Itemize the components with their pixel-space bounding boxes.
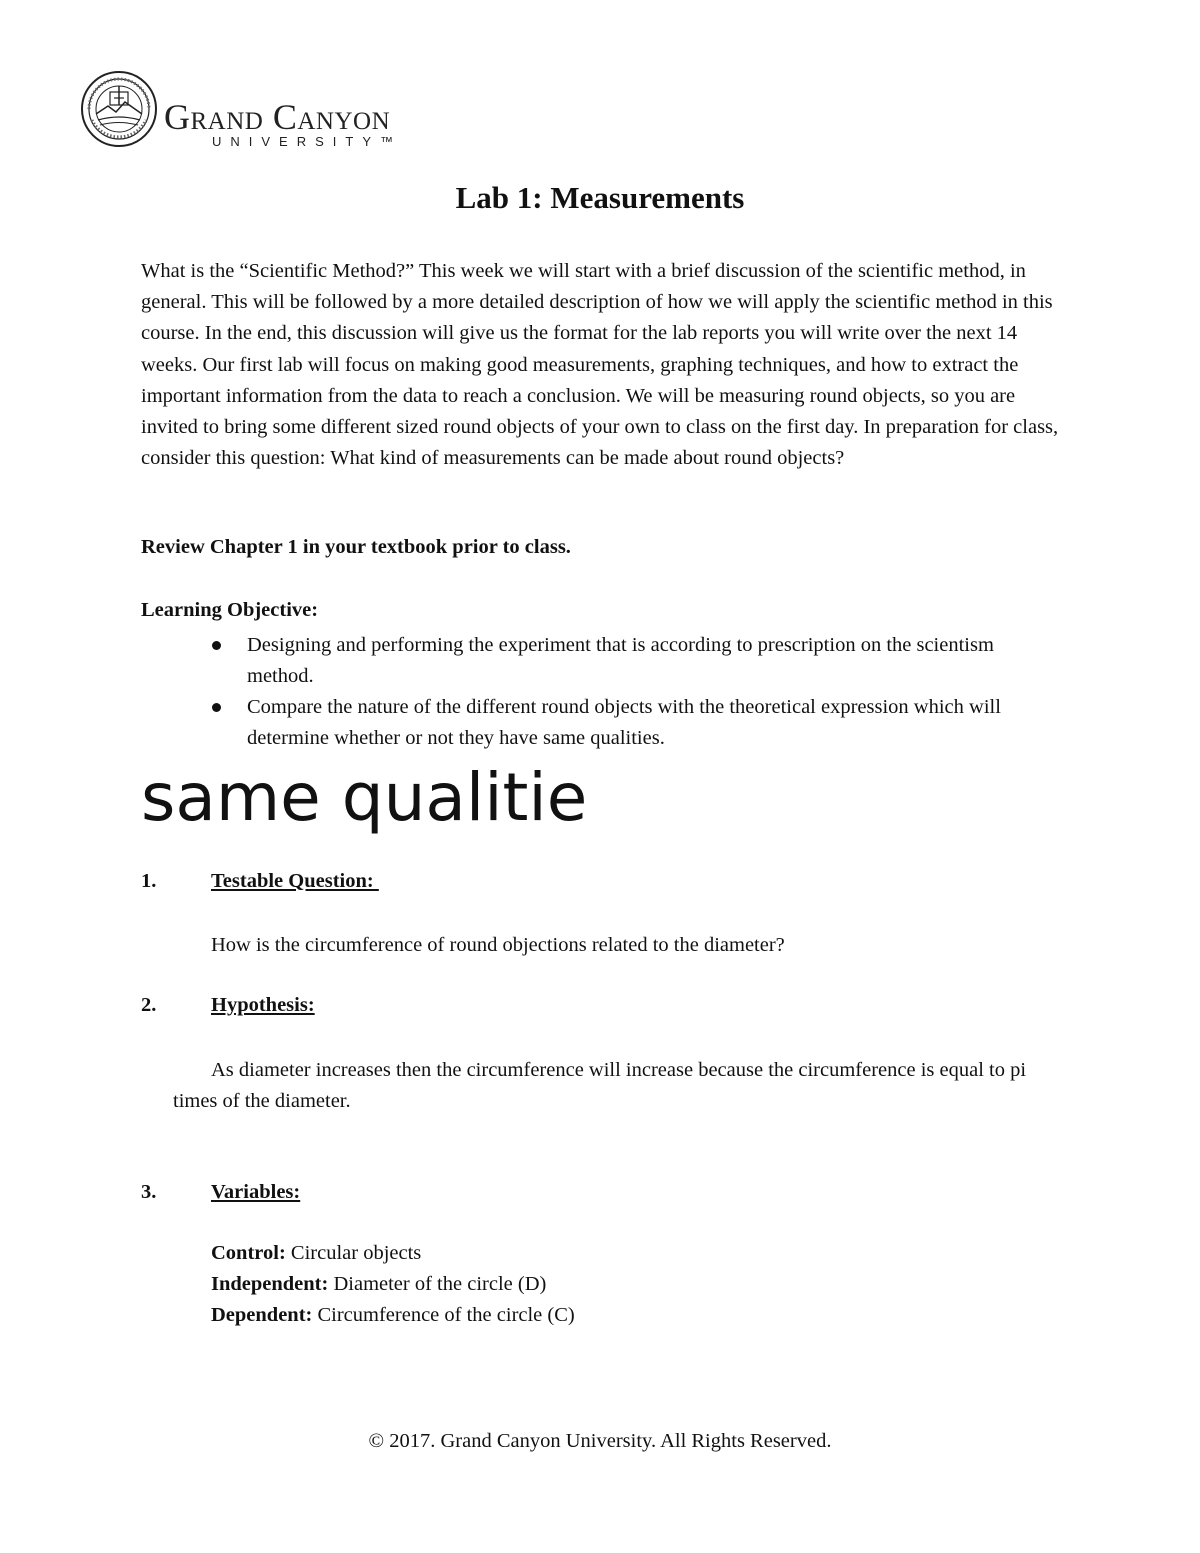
intro-paragraph: What is the “Scientific Method?” This week we will start with a brief discussion of the scientific method, in general. This will be followed by a more detailed description of how we will apply the scientific method in this course. In the end, this discussion will give us the format for the lab reports you will write over the next 14 weeks. Our first lab will focus on making good measurements, graphing techniques, and how to extract the important information from the data to reach a conclusion. We will be measuring round objects, so you are invited to bring some different sized round objects of your own to class on the first day. In preparation for class, consider this question: What kind of measurements can be made about round objects? [141, 260, 1059, 470]
variable-dependent [211, 1304, 575, 1327]
objectives-list [212, 630, 1052, 754]
review-note: Review Chapter 1 in your textbook prior to class. [141, 536, 571, 558]
section-title: Variables: [211, 1181, 301, 1203]
brand-name: Grand Canyon [164, 97, 391, 137]
university-logo [80, 70, 460, 150]
section-number: 3. [141, 1181, 157, 1203]
bullet-icon [212, 703, 221, 712]
variable-value: Diameter of the circle (D) [328, 1273, 547, 1295]
objective-text: Designing and performing the experiment that is according to prescription on the scientism method. [247, 634, 994, 687]
variable-value: Circumference of the circle (C) [312, 1304, 575, 1326]
section-number: 1. [141, 870, 157, 892]
section-number: 2. [141, 994, 157, 1016]
page-title: Lab 1: Measurements [455, 180, 745, 215]
objective-text: Compare the nature of the different round objects with the theoretical expression which will determine whether or not they have same qualities. [247, 696, 1001, 749]
objectives-heading: Learning Objective: [141, 599, 319, 621]
variable-control [211, 1242, 421, 1265]
university-seal-icon [80, 70, 158, 148]
variable-label: Control: [211, 1242, 286, 1264]
section-body: How is the circumference of round objections related to the diameter? [211, 934, 785, 956]
section-title: Hypothesis: [211, 994, 315, 1016]
brand-subtitle: UNIVERSITY™ [212, 134, 403, 149]
variable-label: Dependent: [211, 1304, 313, 1326]
footer-copyright: © 2017. Grand Canyon University. All Rights Reserved. [368, 1430, 832, 1452]
bullet-icon [212, 641, 221, 650]
section-body: As diameter increases then the circumference will increase because the circumference is equal to pi times of the diameter. [173, 1059, 1027, 1113]
section-title: Testable Question: [211, 870, 379, 892]
variable-value: Circular objects [285, 1242, 422, 1264]
variable-independent [211, 1273, 546, 1296]
list-item [212, 692, 1052, 754]
list-item [212, 630, 1052, 692]
large-text: same qualitie [141, 759, 588, 836]
variable-label: Independent: [211, 1273, 329, 1295]
